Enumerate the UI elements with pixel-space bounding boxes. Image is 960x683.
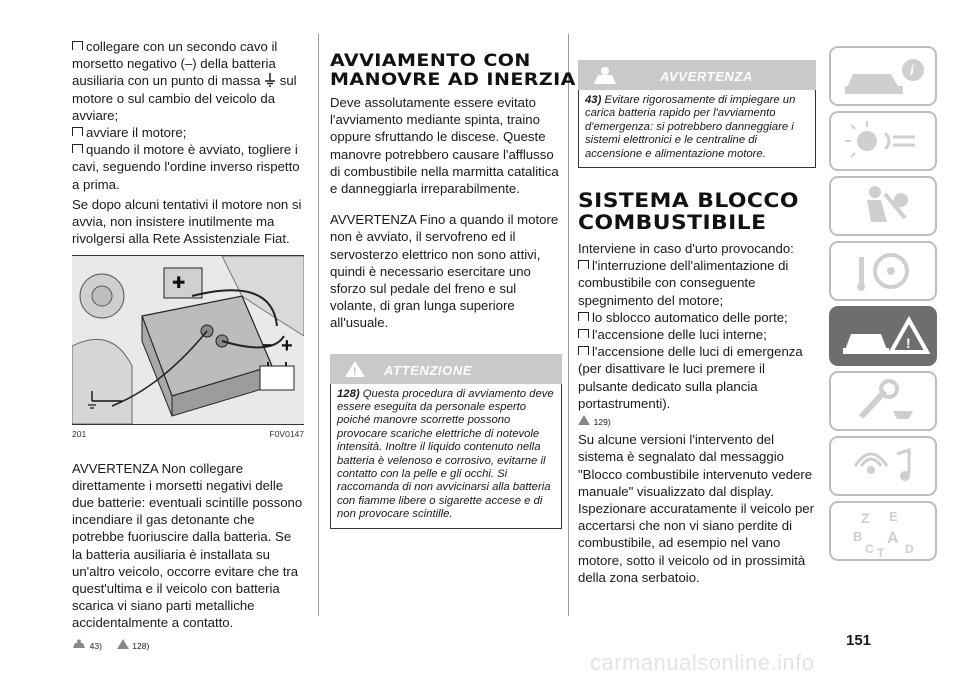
reference-row (72, 636, 304, 655)
section-heading: SISTEMA BLOCCO COMBUSTIBILE (578, 189, 799, 235)
bullet-item (72, 124, 304, 141)
battery-figure (72, 255, 304, 425)
reference-number: 128) (132, 640, 150, 651)
figure-code: F0V0147 (269, 429, 304, 440)
advisory-box-header (578, 60, 816, 90)
maintenance-icon (831, 373, 935, 429)
bullet-text: avviare il motore; (86, 125, 187, 141)
svg-text:!: ! (906, 335, 911, 351)
reference-number: 129) (593, 417, 611, 428)
attention-number: 128) (337, 387, 360, 400)
svg-text:!: ! (353, 365, 357, 378)
alphabet-index-icon (831, 503, 935, 559)
index-letter: C (865, 542, 874, 556)
tab-maintenance[interactable] (829, 371, 937, 431)
bullet-item (578, 309, 816, 326)
paragraph: AVVERTENZA Fino a quando il motore non è avviato, il servofreno ed il servosterzo elettrico non sono attivi, quindi è necessario esercitare uno sforzo sul pedale del freno e sul volante, di gran lunga superiore all'usuale. (330, 212, 559, 331)
index-letter: Z (861, 510, 870, 526)
bullet-square-icon (72, 127, 83, 136)
attention-triangle-icon (578, 415, 590, 425)
index-letter: T (877, 546, 885, 559)
index-letter: A (887, 530, 899, 547)
column-middle (330, 51, 576, 529)
bullet-square-icon (578, 346, 589, 355)
page-number: 151 (846, 632, 872, 649)
svg-text:✚: ✚ (172, 275, 186, 293)
reference-row (578, 412, 816, 431)
attention-triangle-icon (344, 360, 366, 378)
bullet-text: l'interruzione dell'alimentazione di combustibile con conseguente spegnimento del motore; (578, 258, 789, 308)
bullet-text: quando il motore è avviato, togliere i cavi, seguendo l'ordine inverso rispetto a prima. (72, 142, 300, 192)
paragraph: Deve assolutamente essere evitato l'avviamento mediante spinta, traino oppure sfruttando le discese. Queste manovre potrebbero causare l'afflusso di combustibile nella marmitta catalitica e danneggiarla irreparabilmente. (330, 95, 559, 197)
bullet-text: l'accensione delle luci interne; (592, 327, 767, 343)
column-left (72, 38, 304, 655)
section-heading: AVVIAMENTO CON MANOVRE AD INERZIA (330, 51, 576, 90)
bullet-item (578, 343, 816, 412)
attention-box-header (330, 354, 562, 384)
svg-text:–: – (262, 334, 273, 355)
advisory-box-body (578, 90, 816, 168)
paragraph: Su alcune versioni l'intervento del sistema è segnalato dal messaggio "Blocco combustibile intervenuto vedere manuale" visualizzato dal display. (578, 432, 813, 499)
paragraph: Ispezionare accuratamente il veicolo per accertarsi che non vi siano perdite di combustibile, ad esempio nel vano motore, sotto il veicolo od in prossimità della zona serbatoio. (578, 501, 815, 585)
tab-airbag-seat[interactable] (829, 176, 937, 236)
paragraph: Se dopo alcuni tentativi il motore non si avvia, non insistere inutilmente ma rivolgersi alla Rete Assistenziale Fiat. (72, 196, 302, 247)
index-letter: E (889, 509, 898, 524)
multimedia-icon (831, 438, 935, 494)
warning-car-icon (592, 66, 618, 86)
chapter-tabs (829, 46, 937, 566)
tab-alphabet-index[interactable] (829, 501, 937, 561)
warning-car-icon (72, 639, 86, 649)
car-info-icon (831, 48, 935, 104)
bullet-item (578, 326, 816, 343)
bullet-item (72, 38, 304, 124)
bullet-square-icon (578, 329, 589, 338)
column-right (578, 60, 816, 586)
battery-illustration (72, 256, 304, 424)
bullet-square-icon (578, 312, 589, 321)
bullet-item (72, 141, 304, 193)
advisory-text: Evitare rigorosamente di impiegare un carica batteria rapido per l'avviamento d'emergenza: si potrebbero danneggiare i sistemi elettronici e le centraline di accensione e alimentazione motore. (585, 94, 796, 160)
svg-text:i: i (910, 62, 914, 78)
bullet-square-icon (578, 260, 589, 269)
dashboard-lights-icon (831, 113, 935, 169)
bullet-text: l'accensione delle luci di emergenza (per disattivare le luci premere il pulsante dedicato sulla plancia portastrumenti). (578, 344, 803, 411)
reference-number: 43) (89, 640, 102, 651)
column-divider (318, 34, 319, 616)
breakdown-warning-icon (831, 308, 935, 364)
bullet-text: lo sblocco automatico delle porte; (592, 309, 788, 325)
tab-multimedia[interactable] (829, 436, 937, 496)
steering-key-icon (831, 243, 935, 299)
svg-text:+: + (281, 335, 293, 358)
attention-text: Questa procedura di avviamento deve essere eseguita da personale esperto poiché manovre scorrette possono provocare scariche elettriche di notevole intensità. Inoltre il liquido contenuto nella batteria è velenoso e corrosivo, evitarne il contatto con la pelle e gli occhi. Si raccomanda di non avvicinarsi alla batteria con fiamme libere o sigarette accese e di non provocare scintille. (337, 387, 554, 521)
airbag-seat-icon (831, 178, 935, 234)
advisory-title: AVVERTENZA (660, 69, 753, 84)
ground-symbol-icon (264, 73, 276, 87)
bullet-item (578, 257, 816, 309)
tab-breakdown-warning[interactable] (829, 306, 937, 366)
figure-number: 201 (72, 429, 87, 440)
watermark: carmanualsonline.info (590, 650, 815, 675)
bullet-text: collegare con un secondo cavo il morsetto negativo (–) della batteria ausiliaria con un punto di massa (72, 39, 278, 89)
advisory-number: 43) (585, 94, 602, 106)
paragraph: Interviene in caso d'urto provocando: (578, 241, 794, 257)
bullet-text: sul motore o sul cambio del veicolo da avviare; (72, 73, 297, 123)
tab-car-info[interactable] (829, 46, 937, 106)
bullet-square-icon (72, 41, 83, 50)
column-divider (568, 34, 569, 616)
tab-steering-key[interactable] (829, 241, 937, 301)
index-letter: B (853, 529, 863, 544)
attention-title: ATTENZIONE (384, 362, 473, 378)
figure-caption (72, 426, 304, 443)
tab-dashboard-lights[interactable] (829, 111, 937, 171)
index-letter: D (905, 542, 914, 556)
attention-box-body (330, 384, 562, 529)
bullet-square-icon (72, 144, 83, 153)
attention-triangle-icon (117, 639, 129, 649)
paragraph: AVVERTENZA Non collegare direttamente i morsetti negativi delle due batterie: eventuali scintille possono incendiare il gas detonante che potrebbe fuoriuscire dalla batteria. Se la batteria ausiliaria è installata su un'altro veicolo, occorre evitare che tra quest'ultima e il veicolo con batteria scarica vi siano parti metalliche accidentalmente a contatto. (72, 460, 303, 631)
